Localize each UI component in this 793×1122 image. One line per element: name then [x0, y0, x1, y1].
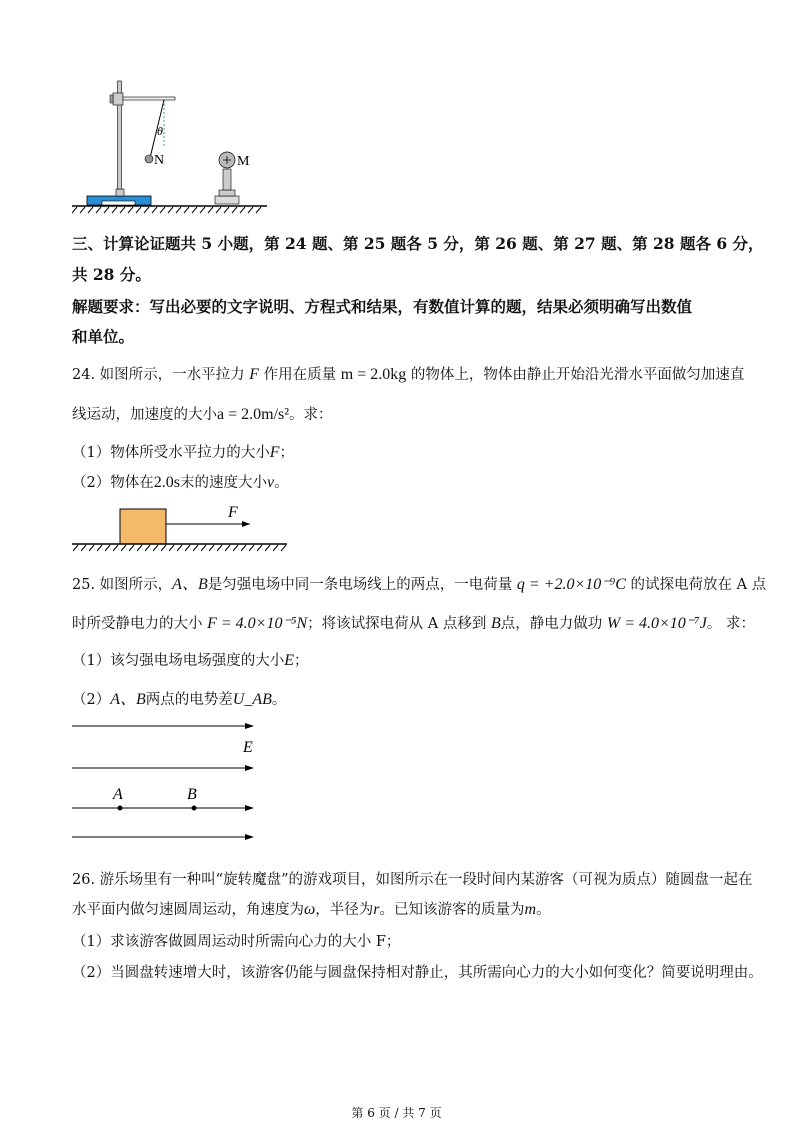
q26-part1: （1）求该游客做圆周运动时所需向心力的大小 F；	[72, 934, 401, 950]
label-b: B	[187, 786, 197, 803]
q25-part1: （1）该匀强电场电场强度的大小E；	[72, 652, 309, 669]
page-footer: 第 6 页 / 共 7 页	[351, 1106, 442, 1120]
q24-line1: 24. 如图所示，一水平拉力 F 作用在质量 m = 2.0kg 的物体上，物体由静止开始沿光滑水平面做匀加速直	[72, 366, 745, 383]
pendulum-figure	[72, 76, 272, 216]
label-m: M	[237, 154, 250, 169]
q26-line2: 水平面内做匀速圆周运动，角速度为ω，半径为r。已知该游客的质量为m。	[72, 901, 551, 918]
label-a: A	[113, 786, 123, 803]
field-figure	[72, 715, 267, 845]
requirements-cont: 和单位。	[72, 327, 135, 346]
q25-line2: 时所受静电力的大小 F = 4.0×10⁻⁵N；将该试探电荷从 A 点移到 B点，静电力做功 W = 4.0×10⁻⁷J。 求：	[72, 615, 755, 632]
label-n: N	[154, 153, 165, 168]
q25-part2: （2）A、B两点的电势差U_AB。	[72, 691, 287, 708]
section-heading: 三、计算论证题共 5 小题，第 24 题、第 25 题各 5 分，第 26 题、第 27 题、第 28 题各 6 分，	[72, 234, 764, 253]
q25-line1: 25. 如图所示，A、B是匀强电场中同一条电场线上的两点，一电荷量 q = +2.0×10⁻⁹C 的试探电荷放在 A 点	[72, 576, 767, 593]
q26-part2: （2）当圆盘转速增大时，该游客仍能与圆盘保持相对静止，其所需向心力的大小如何变化？简要说明理由。	[72, 965, 763, 981]
label-f: F	[228, 504, 238, 521]
label-e: E	[243, 739, 253, 756]
q26-line1: 26. 游乐场里有一种叫“旋转魔盘”的游戏项目，如图所示在一段时间内某游客（可视为质点）随圆盘一起在	[72, 872, 753, 888]
requirements: 解题要求：写出必要的文字说明、方程式和结果，有数值计算的题，结果必须明确写出数值	[72, 297, 693, 316]
q24-part2: （2）物体在2.0s末的速度大小v。	[72, 474, 289, 491]
block-figure	[72, 500, 292, 555]
q24-line2: 线运动，加速度的大小a = 2.0m/s²。求：	[72, 406, 333, 423]
section-heading-cont: 共 28 分。	[72, 265, 151, 284]
q24-part1: （1）物体所受水平拉力的大小F；	[72, 444, 295, 461]
label-theta: θ	[157, 124, 163, 138]
